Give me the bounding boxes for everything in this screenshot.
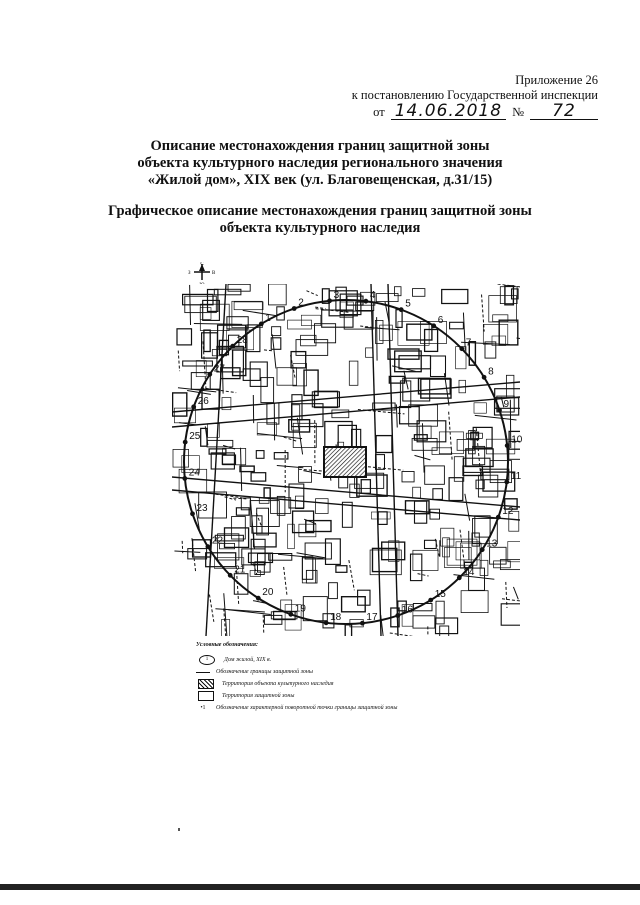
boundary-point-label: 10 bbox=[511, 434, 523, 446]
main-title-line1: Описание местонахождения границ защитной зоны bbox=[150, 138, 490, 154]
empty-box-icon bbox=[198, 691, 214, 701]
numbered-circle-icon: 1 bbox=[199, 655, 215, 665]
boundary-point-marker bbox=[395, 613, 400, 618]
main-title-line3: «Жилой дом», XIX век (ул. Благовещенская, д.31/15) bbox=[147, 172, 493, 188]
boundary-point-label: 17 bbox=[366, 612, 378, 624]
line-icon bbox=[196, 672, 210, 673]
legend-text: Обозначение границы защитной зоны bbox=[216, 668, 313, 675]
number-label: № bbox=[512, 105, 524, 119]
boundary-point-marker bbox=[360, 621, 365, 626]
boundary-point-label: 23 bbox=[196, 502, 208, 514]
boundary-point-label: 26 bbox=[197, 395, 209, 407]
scan-speck bbox=[178, 828, 180, 831]
boundary-point-label: 18 bbox=[330, 611, 342, 623]
boundary-point-marker bbox=[206, 544, 211, 549]
legend-text: Территория объекта культурного наследия bbox=[222, 680, 334, 687]
boundary-point-marker bbox=[431, 323, 436, 328]
boundary-point-label: 13 bbox=[486, 538, 498, 550]
boundary-point-label: 6 bbox=[437, 314, 444, 326]
boundary-point-label: 15 bbox=[434, 589, 446, 601]
compass-e: В bbox=[212, 271, 216, 276]
map-svg bbox=[166, 262, 524, 640]
boundary-point-marker bbox=[428, 598, 433, 603]
appendix-header bbox=[352, 73, 598, 120]
legend-item bbox=[196, 690, 436, 702]
appendix-title: Приложение 26 bbox=[515, 73, 598, 87]
boundary-point-marker bbox=[480, 547, 485, 552]
boundary-point-marker bbox=[399, 307, 404, 312]
appendix-date-number bbox=[352, 103, 598, 120]
boundary-point-marker bbox=[183, 440, 188, 445]
boundary-point-label: 3 bbox=[333, 289, 340, 301]
boundary-point-marker bbox=[324, 620, 329, 625]
boundary-point-label: 27 bbox=[213, 363, 225, 375]
scan-bottom-edge bbox=[0, 884, 640, 890]
boundary-point-label: 1 bbox=[265, 312, 271, 324]
map-legend bbox=[196, 641, 436, 714]
boundary-point-marker bbox=[504, 480, 509, 485]
boundary-point-marker bbox=[228, 573, 233, 578]
boundary-point-label: 21 bbox=[234, 564, 246, 576]
boundary-point-label: 11 bbox=[510, 470, 522, 482]
boundary-point-marker bbox=[256, 596, 261, 601]
boundary-point-marker bbox=[482, 375, 487, 380]
boundary-point-label: 5 bbox=[405, 298, 411, 310]
boundary-point-marker bbox=[364, 299, 369, 304]
boundary-point-label: 16 bbox=[401, 604, 413, 616]
protection-zone-map bbox=[166, 262, 524, 640]
handwritten-number: 72 bbox=[530, 103, 598, 120]
boundary-point-marker bbox=[288, 612, 293, 617]
section-title bbox=[60, 203, 580, 237]
boundary-point-label: 20 bbox=[262, 587, 274, 599]
boundary-point-label: 2 bbox=[298, 297, 304, 309]
hatched-box-icon bbox=[198, 679, 214, 689]
section-title-line2: объекта культурного наследия bbox=[219, 220, 421, 236]
boundary-point-marker bbox=[230, 344, 235, 349]
compass-w: З bbox=[188, 271, 191, 276]
legend-text: Дом жилой, XIX в. bbox=[224, 656, 272, 663]
boundary-point-label: 24 bbox=[188, 467, 200, 479]
boundary-point-label: 28 bbox=[236, 335, 248, 347]
section-title-line1: Графическое описание местонахождения границ защитной зоны bbox=[108, 203, 532, 219]
boundary-point-label: 19 bbox=[294, 603, 306, 615]
boundary-point-marker bbox=[190, 511, 195, 516]
boundary-point-marker bbox=[191, 404, 196, 409]
main-title bbox=[60, 138, 580, 189]
boundary-point-label: 7 bbox=[465, 337, 472, 349]
boundary-point-marker bbox=[327, 298, 332, 303]
legend-item bbox=[196, 678, 436, 690]
boundary-point-label: 25 bbox=[189, 431, 201, 443]
handwritten-date: 14.06.2018 bbox=[391, 103, 506, 120]
from-label: от bbox=[373, 105, 385, 119]
boundary-point-marker bbox=[459, 346, 464, 351]
boundary-point-marker bbox=[207, 372, 212, 377]
legend-text: Территория защитной зоны bbox=[222, 692, 295, 699]
boundary-point-label: 8 bbox=[488, 366, 494, 378]
point-icon: •1 bbox=[200, 705, 206, 711]
boundary-point-marker bbox=[497, 408, 502, 413]
boundary-point-label: 9 bbox=[503, 399, 510, 411]
legend-item bbox=[196, 654, 436, 666]
compass-n: С bbox=[200, 262, 204, 267]
boundary-point-marker bbox=[457, 575, 462, 580]
legend-title: Условные обозначения: bbox=[196, 642, 258, 648]
boundary-point-label: 12 bbox=[502, 506, 514, 518]
appendix-resolution: к постановлению Государственной инспекции bbox=[351, 88, 598, 102]
boundary-point-marker bbox=[496, 515, 501, 520]
legend-item bbox=[196, 702, 436, 714]
heritage-object-territory bbox=[324, 447, 366, 477]
boundary-point-label: 4 bbox=[369, 290, 376, 302]
legend-item bbox=[196, 666, 436, 678]
boundary-point-label: 22 bbox=[211, 535, 224, 547]
boundary-point-marker bbox=[259, 322, 264, 327]
boundary-point-marker bbox=[292, 306, 297, 311]
legend-text: Обозначение характерной поворотной точки границы защитной зоны bbox=[216, 704, 398, 711]
main-title-line2: объекта культурного наследия регионального значения bbox=[137, 155, 503, 171]
boundary-point-label: 14 bbox=[463, 566, 475, 578]
boundary-point-marker bbox=[182, 476, 187, 481]
boundary-point-marker bbox=[505, 443, 510, 448]
